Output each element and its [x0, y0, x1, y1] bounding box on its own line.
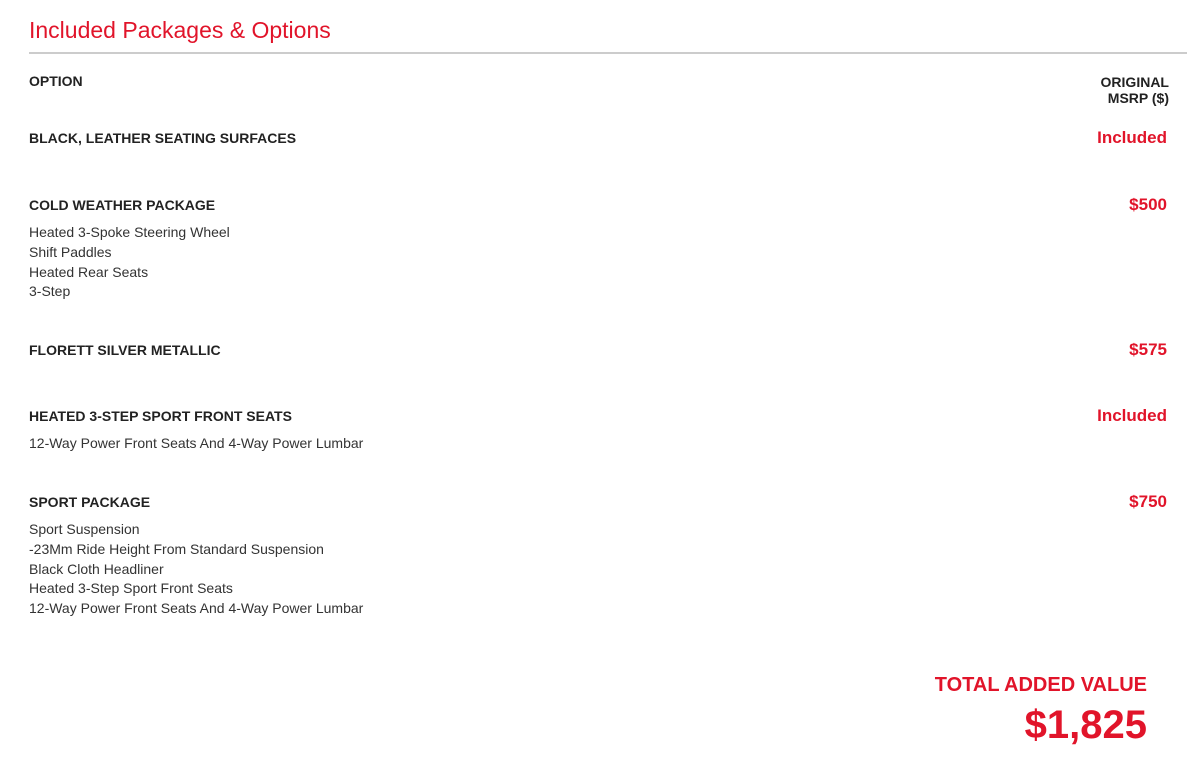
feature-item: Black Cloth Headliner: [29, 560, 164, 577]
feature-item: Sport Suspension: [29, 521, 140, 537]
option-price: $500: [1129, 195, 1167, 214]
option-price: Included: [1097, 406, 1167, 425]
option-name: SPORT PACKAGE: [29, 494, 151, 510]
feature-item: Heated 3-Step Sport Front Seats: [29, 580, 233, 597]
feature-item: Heated 3-Spoke Steering Wheel: [29, 224, 230, 240]
option-name: FLORETT SILVER METALLIC: [29, 342, 221, 358]
feature-list: [29, 520, 363, 619]
option-price: $575: [1129, 340, 1167, 359]
feature-item: 12-Way Power Front Seats And 4-Way Power Lumbar: [29, 600, 364, 617]
option-price: Included: [1097, 128, 1167, 147]
option-name: BLACK, LEATHER SEATING SURFACES: [29, 130, 297, 146]
section-title: Included Packages & Options: [29, 17, 331, 43]
feature-item: 3-Step: [29, 283, 71, 300]
column-header-msrp-line1: ORIGINAL: [1100, 74, 1169, 90]
column-header-msrp: [1049, 74, 1169, 106]
option-price: $750: [1129, 492, 1167, 511]
column-header-msrp-line2: MSRP ($): [1107, 90, 1169, 106]
option-name: COLD WEATHER PACKAGE: [29, 197, 216, 213]
feature-item: Heated Rear Seats: [29, 263, 149, 280]
feature-list: [29, 434, 363, 454]
feature-item: Shift Paddles: [29, 243, 112, 260]
option-name: HEATED 3-STEP SPORT FRONT SEATS: [29, 408, 292, 424]
feature-list: [29, 223, 230, 302]
feature-item: -23Mm Ride Height From Standard Suspension: [29, 540, 324, 557]
column-header-option: OPTION: [29, 73, 83, 89]
title-divider: [29, 52, 1187, 54]
total-added-value-label: TOTAL ADDED VALUE: [934, 674, 1147, 696]
feature-item: 12-Way Power Front Seats And 4-Way Power Lumbar: [29, 435, 364, 451]
total-added-value: $1,825: [1024, 703, 1147, 747]
